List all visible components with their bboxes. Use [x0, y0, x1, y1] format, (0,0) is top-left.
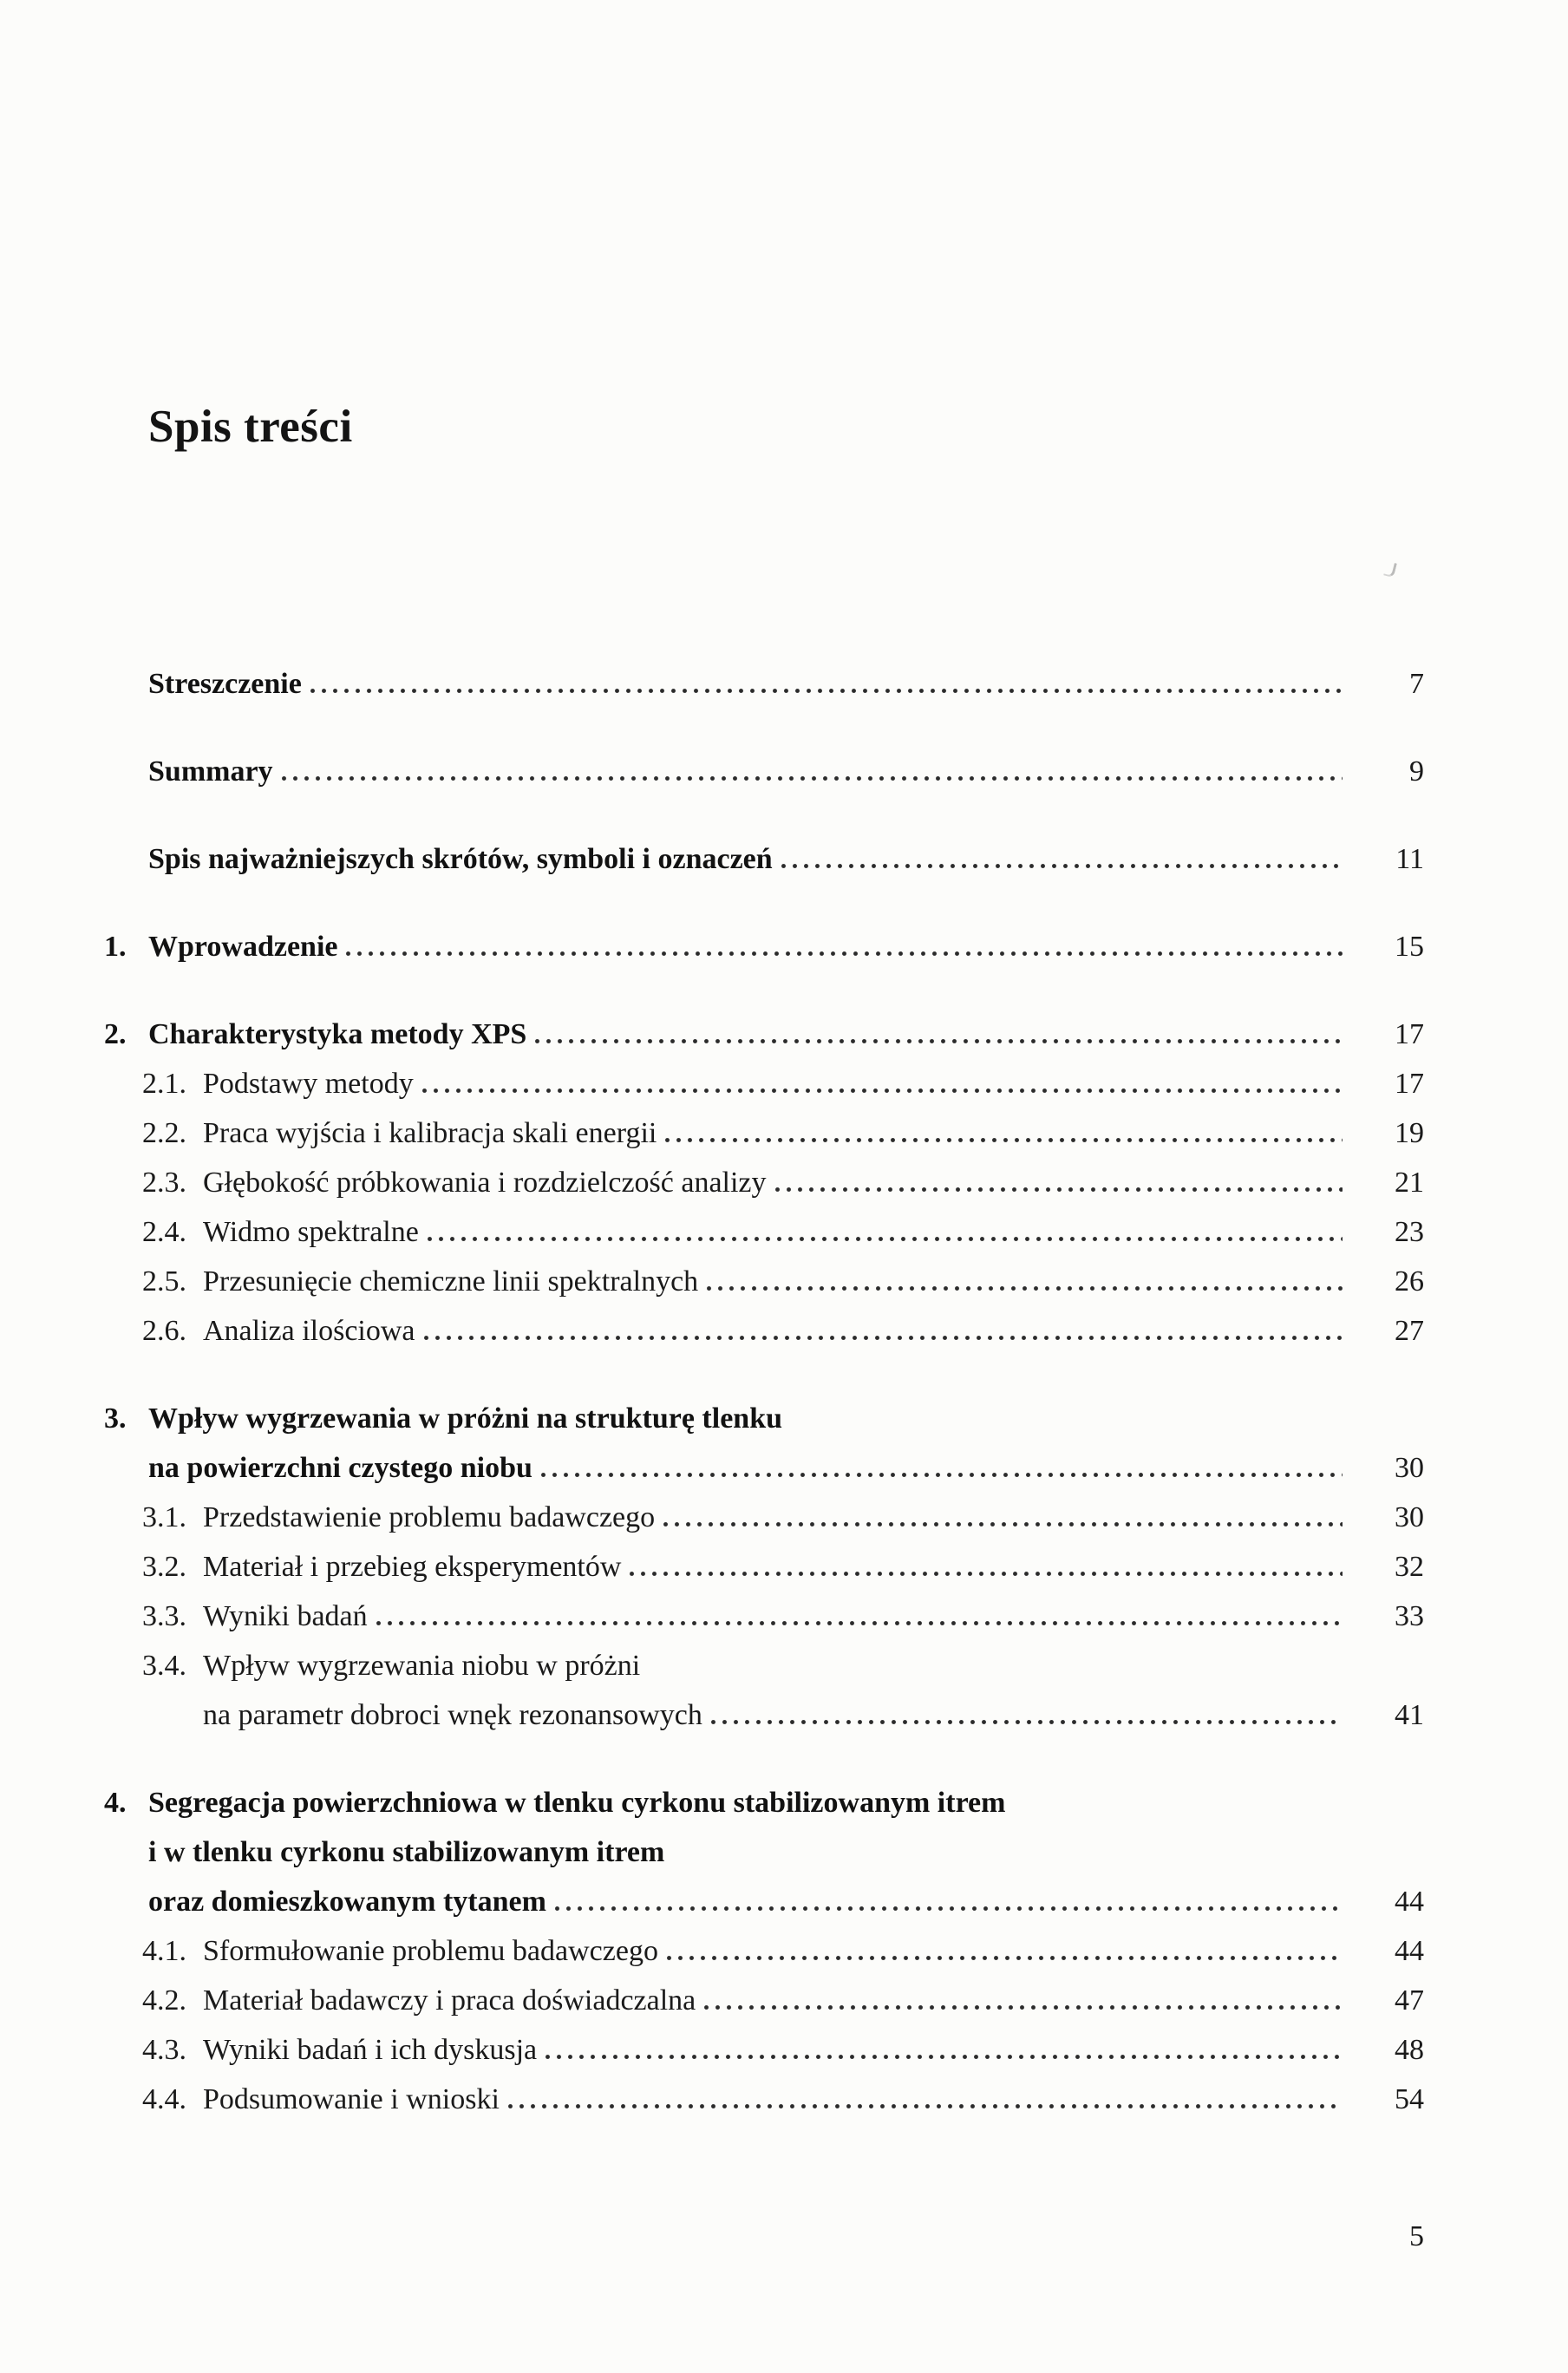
toc-leader-dots — [428, 1237, 1343, 1241]
toc-entry-label: Charakterystyka metody XPS — [148, 1018, 527, 1050]
toc-entry-label: Podsumowanie i wnioski — [203, 2083, 500, 2115]
toc-leader-dots — [310, 689, 1343, 693]
toc-entry-label: Materiał badawczy i praca doświadczalna — [203, 1984, 696, 2017]
toc-entry-label: Głębokość próbkowania i rozdzielczość analizy — [203, 1167, 767, 1199]
toc-leader-dots — [781, 864, 1343, 868]
toc-entry-line — [148, 747, 1424, 796]
toc-entry — [0, 1778, 1424, 1926]
toc-entry-label: Analiza ilościowa — [203, 1315, 415, 1347]
toc-leader-dots — [424, 1336, 1343, 1340]
toc-entry — [0, 659, 1424, 709]
toc-page-number: 32 — [1395, 1551, 1424, 1583]
toc-page-number: 44 — [1395, 1935, 1424, 1967]
toc-entry — [0, 1108, 1424, 1158]
toc-page-number: 47 — [1395, 1984, 1424, 2017]
toc-entry-label: Sformułowanie problemu badawczego — [203, 1935, 658, 1967]
toc-entry — [0, 1542, 1424, 1592]
toc-entry — [0, 1158, 1424, 1207]
toc-entry-line — [148, 1877, 1424, 1926]
toc-entry-line — [148, 659, 1424, 709]
toc-entry-line — [142, 1592, 1424, 1641]
toc-entry-number: 2.4. — [142, 1216, 186, 1248]
toc-entry-number: 2.5. — [142, 1265, 186, 1298]
toc-entry-line — [142, 1158, 1424, 1207]
toc-entry-number: 3.1. — [142, 1501, 186, 1533]
toc-page-number: 15 — [1395, 931, 1424, 963]
toc-leader-dots — [546, 2055, 1343, 2059]
toc-entry-label: Przesunięcie chemiczne linii spektralnych — [203, 1265, 699, 1298]
toc-entry — [0, 1641, 1424, 1740]
toc-entry-label: Materiał i przebieg eksperymentów — [203, 1551, 622, 1583]
toc-page-number: 30 — [1395, 1501, 1424, 1533]
toc-entry-number: 3. — [104, 1402, 127, 1435]
toc-entry — [0, 1010, 1424, 1059]
toc-leader-dots — [630, 1572, 1343, 1576]
toc-entry-number: 4.3. — [142, 2034, 186, 2066]
toc-leader-dots — [541, 1473, 1343, 1477]
toc-entry-number: 3.2. — [142, 1551, 186, 1583]
toc-entry-label: Praca wyjścia i kalibracja skali energii — [203, 1117, 657, 1149]
toc-entry-line — [104, 1778, 1424, 1827]
toc-entry-label: Podstawy metody — [203, 1068, 414, 1100]
toc-entry — [0, 747, 1424, 796]
page-number: 5 — [1409, 2220, 1424, 2252]
toc-leader-dots — [665, 1138, 1343, 1142]
toc-page-number: 27 — [1395, 1315, 1424, 1347]
toc-leader-dots — [346, 951, 1343, 956]
toc-leader-dots — [711, 1720, 1343, 1724]
toc-entry-label: na parametr dobroci wnęk rezonansowych — [203, 1699, 702, 1731]
toc-entry-label: Wprowadzenie — [148, 931, 338, 963]
toc-entry-line — [142, 1207, 1424, 1257]
toc-entry-line — [142, 1976, 1424, 2025]
toc-entry — [0, 1976, 1424, 2025]
toc-entry — [0, 834, 1424, 884]
toc-entry — [0, 922, 1424, 971]
toc-entry-label: Segregacja powierzchniowa w tlenku cyrkonu stabilizowanym itrem — [148, 1787, 1006, 1819]
toc-entry-number: 2.3. — [142, 1167, 186, 1199]
toc-entry — [0, 2025, 1424, 2075]
toc-entry-label: Wyniki badań i ich dyskusja — [203, 2034, 538, 2066]
toc-entry-number: 1. — [104, 931, 127, 963]
toc-entry-line — [142, 1108, 1424, 1158]
toc-entry-label: Spis najważniejszych skrótów, symboli i oznaczeń — [148, 843, 773, 875]
toc-entry-line — [104, 922, 1424, 971]
toc-entry-line — [142, 2025, 1424, 2075]
toc-entry — [0, 1394, 1424, 1493]
toc-entry-line — [104, 1394, 1424, 1443]
toc-page-number: 48 — [1395, 2034, 1424, 2066]
toc-entry-label: Widmo spektralne — [203, 1216, 419, 1248]
toc-entry-line — [142, 1257, 1424, 1306]
toc-entry-line — [104, 1010, 1424, 1059]
toc-entry-number: 4.4. — [142, 2083, 186, 2115]
toc-leader-dots — [555, 1906, 1343, 1911]
toc-entry — [0, 2075, 1424, 2124]
toc-entry-line — [148, 1827, 1424, 1877]
toc-page-number: 54 — [1395, 2083, 1424, 2115]
toc-page-number: 11 — [1395, 843, 1424, 875]
toc-leader-dots — [663, 1522, 1343, 1526]
toc-page-number: 9 — [1409, 755, 1424, 788]
toc-entry-label: i w tlenku cyrkonu stabilizowanym itrem — [148, 1836, 665, 1868]
toc-entry-line — [142, 2075, 1424, 2124]
toc-leader-dots — [376, 1621, 1343, 1625]
toc-leader-dots — [508, 2104, 1343, 2108]
toc-leader-dots — [707, 1286, 1343, 1291]
toc-entry-line — [142, 1542, 1424, 1592]
toc-entry-label: Wpływ wygrzewania niobu w próżni — [203, 1650, 641, 1682]
toc-page-number: 30 — [1395, 1452, 1424, 1484]
toc-leader-dots — [282, 776, 1343, 781]
toc-entry-label: Przedstawienie problemu badawczego — [203, 1501, 656, 1533]
toc-entry-line — [148, 1443, 1424, 1493]
toc-entry — [0, 1059, 1424, 1108]
toc-entry-line — [142, 1641, 1424, 1690]
toc-page-number: 17 — [1395, 1018, 1424, 1050]
toc-page-number: 21 — [1395, 1167, 1424, 1199]
toc-entry — [0, 1306, 1424, 1356]
toc-entry-number: 4.2. — [142, 1984, 186, 2017]
toc-entry-label: Summary — [148, 755, 273, 788]
toc-entry — [0, 1493, 1424, 1542]
toc-entry-number: 2.1. — [142, 1068, 186, 1100]
toc-entry-number: 3.3. — [142, 1600, 186, 1632]
toc-entry-line — [142, 1306, 1424, 1356]
toc — [0, 621, 1424, 2124]
toc-entry-number: 4.1. — [142, 1935, 186, 1967]
toc-entry-number: 3.4. — [142, 1650, 186, 1682]
page-title: Spis treści — [148, 402, 353, 452]
toc-page-number: 26 — [1395, 1265, 1424, 1298]
toc-page-number: 23 — [1395, 1216, 1424, 1248]
toc-entry-number: 2. — [104, 1018, 127, 1050]
toc-leader-dots — [422, 1088, 1343, 1093]
toc-entry-line — [142, 1059, 1424, 1108]
toc-page-number: 44 — [1395, 1886, 1424, 1918]
toc-entry-number: 2.6. — [142, 1315, 186, 1347]
toc-page-number: 17 — [1395, 1068, 1424, 1100]
toc-entry — [0, 1592, 1424, 1641]
toc-entry-line — [203, 1690, 1424, 1740]
toc-entry-label: Streszczenie — [148, 668, 302, 700]
toc-leader-dots — [704, 2005, 1343, 2010]
toc-leader-dots — [667, 1956, 1343, 1960]
toc-entry-line — [142, 1926, 1424, 1976]
toc-entry-number: 2.2. — [142, 1117, 186, 1149]
scan-artifact — [1383, 561, 1397, 578]
toc-entry-label: Wpływ wygrzewania w próżni na strukturę tlenku — [148, 1402, 783, 1435]
toc-entry-label: na powierzchni czystego niobu — [148, 1452, 532, 1484]
toc-leader-dots — [775, 1187, 1343, 1192]
toc-page-number: 33 — [1395, 1600, 1424, 1632]
toc-entry-label: Wyniki badań — [203, 1600, 368, 1632]
toc-entry — [0, 1257, 1424, 1306]
toc-entry-line — [148, 834, 1424, 884]
toc-entry — [0, 1926, 1424, 1976]
toc-entry-label: oraz domieszkowanym tytanem — [148, 1886, 546, 1918]
toc-page-number: 19 — [1395, 1117, 1424, 1149]
toc-entry-line — [142, 1493, 1424, 1542]
toc-leader-dots — [535, 1039, 1343, 1043]
toc-page-number: 41 — [1395, 1699, 1424, 1731]
toc-entry-number: 4. — [104, 1787, 127, 1819]
toc-entry — [0, 1207, 1424, 1257]
toc-page-number: 7 — [1409, 668, 1424, 700]
